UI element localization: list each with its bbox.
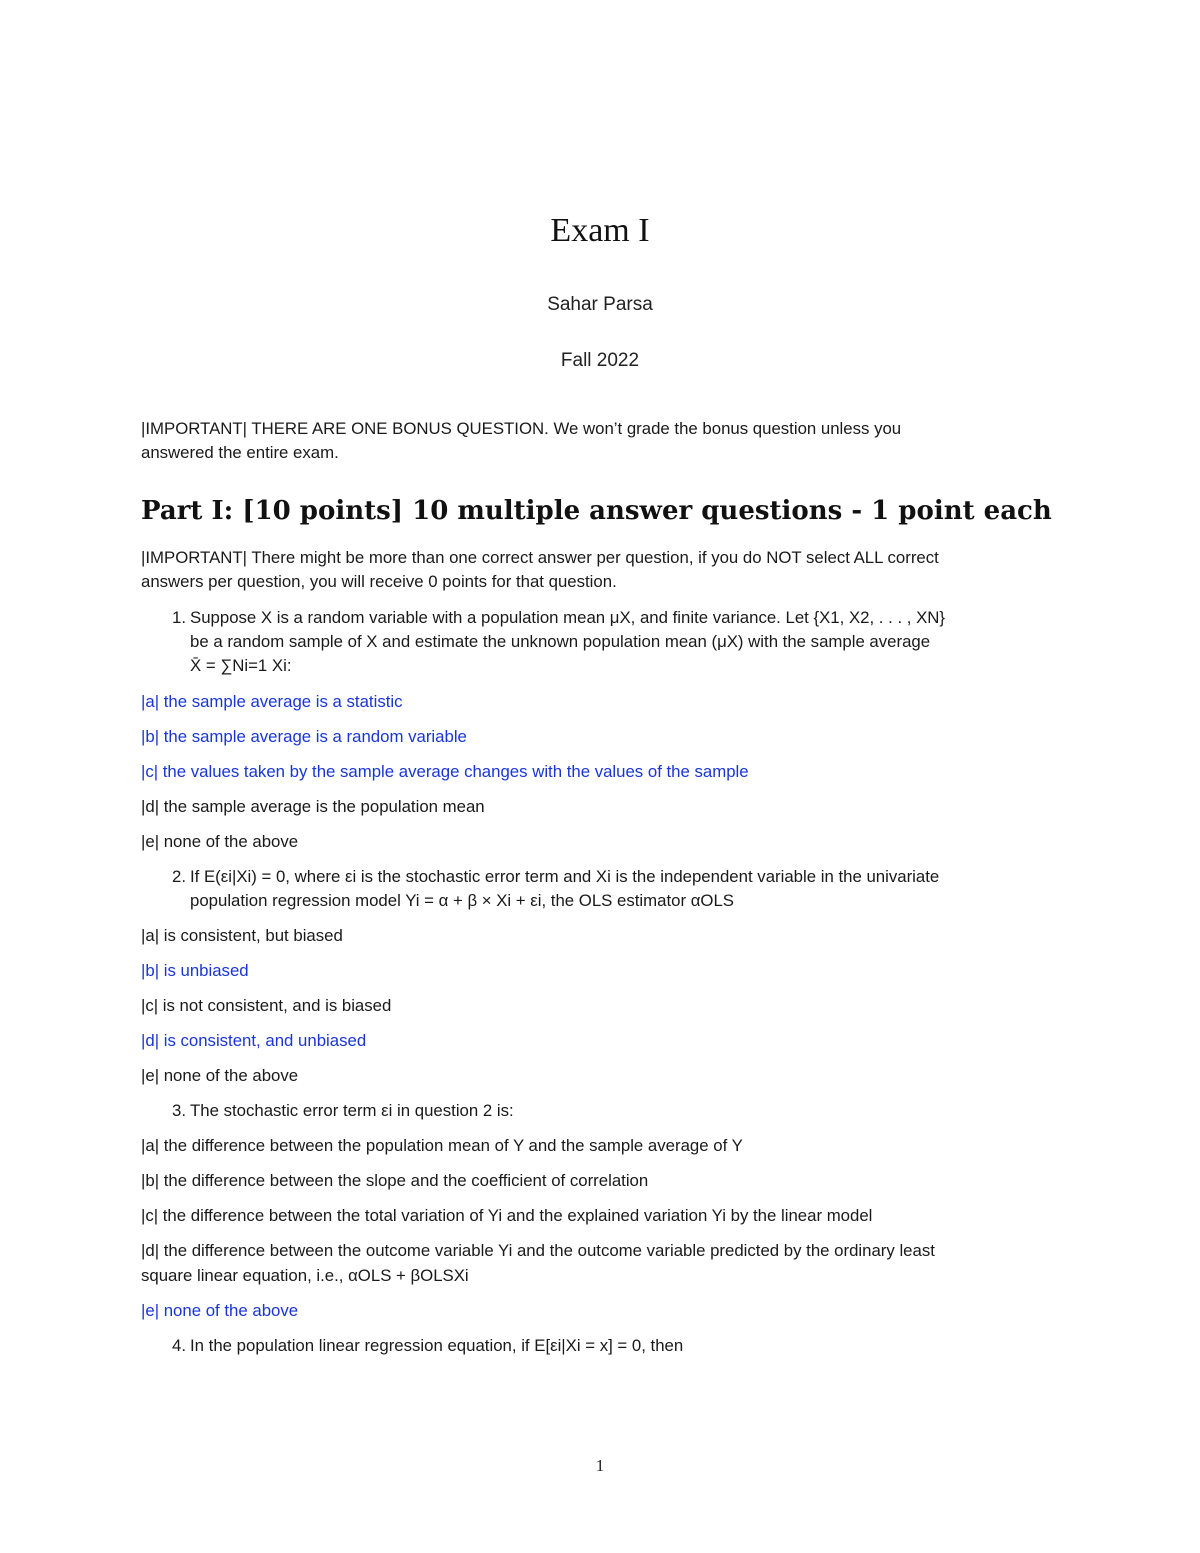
answer-option: |b| is unbiased [141, 961, 249, 980]
question-line: In the population linear regression equation, if E[εi|Xi = x] = 0, then [190, 1336, 684, 1355]
answer-option: |c| is not consistent, and is biased [141, 996, 392, 1015]
grading-notice-line-2: answers per question, you will receive 0 points for that question. [141, 572, 617, 591]
question-number: 2. [172, 867, 186, 886]
question-line: Suppose X is a random variable with a population mean μX, and finite variance. Let {X1, X2, . . . , XN} [190, 608, 946, 627]
document-title: Exam I [550, 212, 650, 249]
answer-option: |b| the sample average is a random variable [141, 727, 467, 746]
question-number: 4. [172, 1336, 186, 1355]
answer-option: |a| is consistent, but biased [141, 926, 343, 945]
question-number: 1. [172, 608, 186, 627]
answer-option: |e| none of the above [141, 1066, 299, 1085]
question-line: The stochastic error term εi in question 2 is: [190, 1101, 514, 1120]
answer-option-continuation: square linear equation, i.e., αOLS + βOLSXi [141, 1266, 469, 1285]
answer-option: |c| the difference between the total variation of Yi and the explained variation Yi by the linear model [141, 1206, 873, 1225]
answer-option: |e| none of the above [141, 832, 299, 851]
grading-notice [141, 546, 1061, 594]
answer-option: |b| the difference between the slope and the coefficient of correlation [141, 1171, 649, 1190]
answer-option: |c| the values taken by the sample average changes with the values of the sample [141, 762, 749, 781]
question-line: If E(εi|Xi) = 0, where εi is the stochastic error term and Xi is the independent variable in the univariate [190, 867, 940, 886]
question-line: X̄ = ∑Ni=1 Xi: [190, 656, 292, 675]
answer-option: |d| the sample average is the population mean [141, 797, 485, 816]
question-line: population regression model Yi = α + β × Xi + εi, the OLS estimator αOLS [190, 891, 734, 910]
part-heading: Part I: [10 points] 10 multiple answer questions - 1 point each [141, 496, 1052, 526]
question-3-text [190, 1099, 1065, 1123]
answer-option: |a| the difference between the population mean of Y and the sample average of Y [141, 1136, 743, 1155]
answer-option: |d| the difference between the outcome variable Yi and the outcome variable predicted by the ordinary least [141, 1241, 935, 1260]
answer-option: |d| is consistent, and unbiased [141, 1031, 367, 1050]
grading-notice-line-1: |IMPORTANT| There might be more than one correct answer per question, if you do NOT select ALL correct [141, 548, 939, 567]
question-1-text [190, 606, 1065, 678]
answer-option: |e| none of the above [141, 1301, 299, 1320]
question-2-text [190, 865, 1065, 913]
page-number: 1 [595, 1456, 605, 1475]
question-number: 3. [172, 1101, 186, 1120]
bonus-notice-line-2: answered the entire exam. [141, 443, 339, 462]
answer-option: |a| the sample average is a statistic [141, 692, 403, 711]
bonus-notice [141, 417, 1061, 465]
exam-term: Fall 2022 [560, 350, 640, 371]
author-name: Sahar Parsa [547, 294, 653, 315]
bonus-notice-line-1: |IMPORTANT| THERE ARE ONE BONUS QUESTION. We won’t grade the bonus question unless you [141, 419, 902, 438]
question-4-text [190, 1334, 1065, 1358]
question-line: be a random sample of X and estimate the unknown population mean (μX) with the sample average [190, 632, 931, 651]
